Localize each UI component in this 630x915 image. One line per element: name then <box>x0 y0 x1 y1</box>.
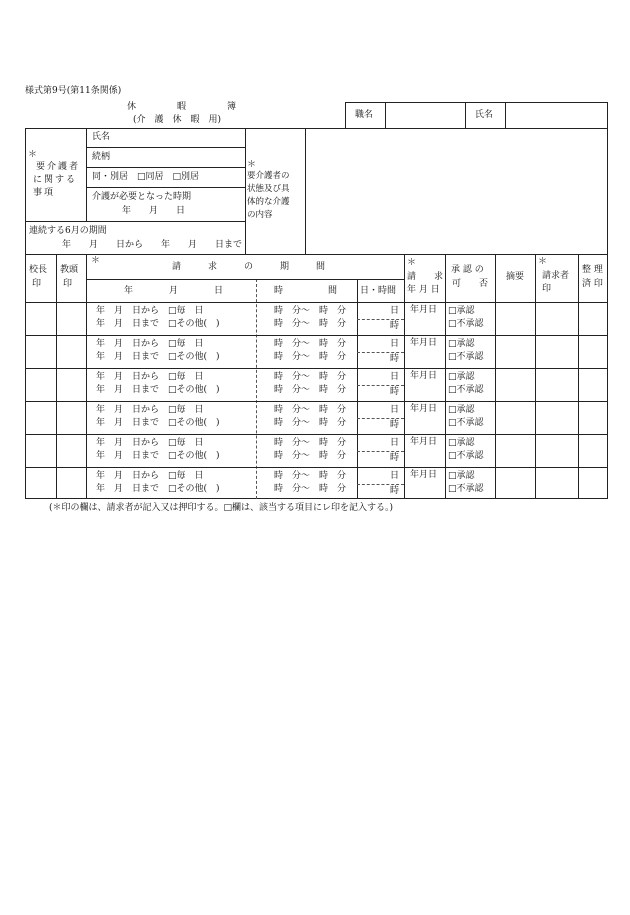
row-time-range[interactable]: 時 分～ 時 分 <box>274 418 347 428</box>
job-title-field[interactable] <box>386 103 464 128</box>
row-time-range[interactable]: 時 分～ 時 分 <box>274 319 347 329</box>
time-column-header: 時 間 <box>274 286 338 296</box>
required-mark: ＊ <box>28 150 38 160</box>
claim-period-header: 請 求 の 期 間 <box>172 262 326 272</box>
row-time-range[interactable]: 時 分～ 時 分 <box>274 484 347 494</box>
row-reject-option[interactable]: □不承認 <box>448 385 484 395</box>
row-reject-option[interactable]: □不承認 <box>448 451 484 461</box>
condition-label: 体的な介護 <box>247 197 290 207</box>
row-time-range[interactable]: 時 分～ 時 分 <box>274 385 347 395</box>
row-date-from[interactable]: 年 月 日から □毎 日 <box>96 306 204 316</box>
row-day-unit[interactable]: 日 <box>390 471 400 481</box>
condition-label: 状態及び具 <box>247 184 290 194</box>
vice-seal-header: 教頭 <box>60 265 79 275</box>
care-target-label: に関する <box>33 175 78 185</box>
row-hour-unit[interactable]: 時 <box>390 354 400 364</box>
row-time-range[interactable]: 時 分～ 時 分 <box>274 372 347 382</box>
row-date-to[interactable]: 年 月 日まで □その他( ) <box>96 352 220 362</box>
row-hour-unit[interactable]: 時 <box>390 420 400 430</box>
condition-label: の内容 <box>247 210 273 220</box>
row-claim-date[interactable]: 年月日 <box>410 470 438 480</box>
row-time-range[interactable]: 時 分～ 時 分 <box>274 405 347 415</box>
row-claim-date[interactable]: 年月日 <box>410 404 438 414</box>
condition-label: 要介護者の <box>247 171 290 181</box>
row-day-unit[interactable]: 日 <box>390 438 400 448</box>
care-target-label: 要介護者 <box>36 162 81 172</box>
need-time-label: 介護が必要となった時期 <box>92 192 192 202</box>
row-approve-option[interactable]: □承認 <box>448 306 475 316</box>
row-hour-unit[interactable]: 時 <box>390 387 400 397</box>
required-mark: ＊ <box>538 257 548 267</box>
row-hour-unit[interactable]: 時 <box>390 321 400 331</box>
relation-label: 続柄 <box>92 152 111 162</box>
name-label: 氏名 <box>475 110 494 120</box>
row-date-to[interactable]: 年 月 日まで □その他( ) <box>96 385 220 395</box>
principal-seal-header: 校長 <box>29 265 48 275</box>
row-claim-date[interactable]: 年月日 <box>410 437 438 447</box>
care-name-label: 氏名 <box>92 132 111 142</box>
claim-date-header: 請 求 <box>407 272 444 282</box>
row-time-range[interactable]: 時 分～ 時 分 <box>274 451 347 461</box>
relation-field[interactable] <box>130 148 244 166</box>
required-mark: ＊ <box>407 258 417 268</box>
claimant-seal-header: 請求者 <box>542 271 570 281</box>
row-day-unit[interactable]: 日 <box>390 339 400 349</box>
required-mark: ＊ <box>91 256 101 266</box>
row-approve-option[interactable]: □承認 <box>448 471 475 481</box>
condition-field[interactable] <box>306 129 607 254</box>
date-column-header: 年 月 日 <box>124 286 224 296</box>
row-reject-option[interactable]: □不承認 <box>448 484 484 494</box>
job-title-label: 職名 <box>355 110 374 120</box>
principal-seal-header: 印 <box>32 279 42 289</box>
row-date-from[interactable]: 年 月 日から □毎 日 <box>96 339 204 349</box>
row-time-range[interactable]: 時 分～ 時 分 <box>274 438 347 448</box>
name-field[interactable] <box>506 103 607 128</box>
processed-seal-header: 整 理 <box>582 265 603 275</box>
cohabit-options[interactable]: 同・別居 □同居 □別居 <box>92 172 200 182</box>
page-title: 休 暇 簿 <box>127 102 238 112</box>
row-date-from[interactable]: 年 月 日から □毎 日 <box>96 405 204 415</box>
row-date-from[interactable]: 年 月 日から □毎 日 <box>96 438 204 448</box>
row-date-to[interactable]: 年 月 日まで □その他( ) <box>96 319 220 329</box>
claim-date-header: 年 月 日 <box>407 285 440 295</box>
row-time-range[interactable]: 時 分～ 時 分 <box>274 339 347 349</box>
page-subtitle: (介 護 休 暇 用) <box>133 115 222 125</box>
approval-header: 可 否 <box>452 279 489 289</box>
row-time-range[interactable]: 時 分～ 時 分 <box>274 306 347 316</box>
row-date-to[interactable]: 年 月 日まで □その他( ) <box>96 451 220 461</box>
row-day-unit[interactable]: 日 <box>390 372 400 382</box>
row-day-unit[interactable]: 日 <box>390 306 400 316</box>
footnote: (＊印の欄は、請求者が記入又は押印する。□欄は、該当する項目にレ印を記入する。) <box>49 503 394 513</box>
period-value[interactable]: 年 月 日から 年 月 日まで <box>62 240 243 250</box>
row-approve-option[interactable]: □承認 <box>448 438 475 448</box>
care-name-field[interactable] <box>130 129 244 147</box>
row-time-range[interactable]: 時 分～ 時 分 <box>274 352 347 362</box>
claimant-seal-header: 印 <box>542 284 552 294</box>
approval-header: 承 認 の <box>451 265 484 275</box>
row-approve-option[interactable]: □承認 <box>448 339 475 349</box>
row-date-to[interactable]: 年 月 日まで □その他( ) <box>96 484 220 494</box>
summary-header: 摘要 <box>506 272 525 282</box>
row-reject-option[interactable]: □不承認 <box>448 319 484 329</box>
row-hour-unit[interactable]: 時 <box>390 486 400 496</box>
required-mark: ＊ <box>247 160 257 170</box>
row-time-range[interactable]: 時 分～ 時 分 <box>274 471 347 481</box>
vice-seal-header: 印 <box>63 279 73 289</box>
row-date-from[interactable]: 年 月 日から □毎 日 <box>96 372 204 382</box>
care-target-label: 事項 <box>33 188 56 198</box>
row-day-unit[interactable]: 日 <box>390 405 400 415</box>
row-claim-date[interactable]: 年月日 <box>410 338 438 348</box>
row-approve-option[interactable]: □承認 <box>448 405 475 415</box>
processed-seal-header: 済 印 <box>582 279 603 289</box>
row-hour-unit[interactable]: 時 <box>390 453 400 463</box>
need-time-date[interactable]: 年 月 日 <box>122 206 186 216</box>
row-date-to[interactable]: 年 月 日まで □その他( ) <box>96 418 220 428</box>
row-reject-option[interactable]: □不承認 <box>448 418 484 428</box>
row-claim-date[interactable]: 年月日 <box>410 305 438 315</box>
form-label: 様式第9号(第11条関係) <box>25 86 122 96</box>
row-approve-option[interactable]: □承認 <box>448 372 475 382</box>
period-label: 連続する6月の期間 <box>29 226 107 236</box>
row-claim-date[interactable]: 年月日 <box>410 371 438 381</box>
day-time-header: 日・時間 <box>360 286 397 296</box>
row-date-from[interactable]: 年 月 日から □毎 日 <box>96 471 204 481</box>
row-reject-option[interactable]: □不承認 <box>448 352 484 362</box>
